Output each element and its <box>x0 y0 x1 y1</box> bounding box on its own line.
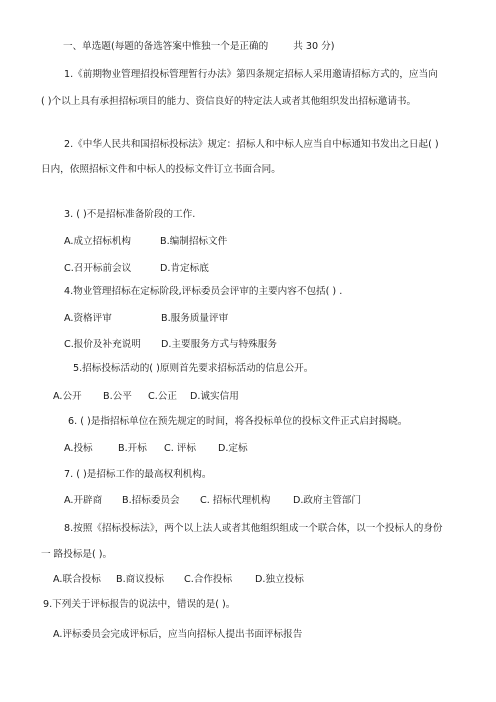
q8-options <box>53 574 304 586</box>
q4-option-b: B.服务质量评审 <box>161 313 229 324</box>
q8-option-a: A.联合投标 <box>53 574 101 585</box>
q4-options-row2 <box>64 339 277 351</box>
q9-option-a: A.评标委员会完成评标后，应当向招标人提出书面评标报告 <box>53 629 303 640</box>
section-score: 共 30 分) <box>293 41 335 52</box>
q5-stem: 5.招标投标活动的( )原则首先要求招标活动的信息公开。 <box>73 363 314 374</box>
q7-option-c: C. 招标代理机构 <box>200 495 271 506</box>
q4-option-c: C.报价及补充说明 <box>64 339 141 350</box>
q8-option-c: C.合作投标 <box>184 574 233 585</box>
q3-option-b: B.编制招标文件 <box>160 236 228 247</box>
q3-options-row2 <box>64 263 209 275</box>
q3-options-row1 <box>64 236 227 248</box>
q6-option-b: B.开标 <box>118 443 147 454</box>
q2-line2: 日内，依照招标文件和中标人的投标文件订立书面合同。 <box>41 164 281 175</box>
q5-option-d: D.诚实信用 <box>190 391 239 402</box>
q7-option-d: D.政府主管部门 <box>293 495 361 506</box>
q5-options <box>53 391 239 403</box>
q3-stem: 3. ( )不是招标准备阶段的工作. <box>64 209 196 220</box>
q4-option-a: A.资格评审 <box>64 313 112 324</box>
q8-line1: 8.按照《招标投标法》，两个以上法人或者其他组织组成一个联合体，以一个投标人的身份 <box>64 523 443 534</box>
section-title: 一、单选题(每题的备选答案中惟独一个是正确的 <box>63 41 269 52</box>
q8-line2: 一 路投标是( )。 <box>41 549 113 560</box>
q1-line2: ( )个以上具有承担招标项目的能力、资信良好的特定法人或者其他组织发出招标邀请书。 <box>41 96 417 107</box>
q6-option-d: D.定标 <box>218 443 248 454</box>
q2-line1: 2.《中华人民共和国招标投标法》规定：招标人和中标人应当自中标通知书发出之日起( ) <box>64 139 439 150</box>
q6-option-c: C. 评标 <box>164 443 196 454</box>
q4-option-d: D.主要服务方式与特殊服务 <box>161 339 277 350</box>
q7-options <box>64 495 361 507</box>
section-heading <box>63 41 335 53</box>
q6-option-a: A.投标 <box>64 443 93 454</box>
q4-options-row1 <box>64 313 228 325</box>
q5-option-b: B.公平 <box>103 391 132 402</box>
q4-stem: 4.物业管理招标在定标阶段,评标委员会评审的主要内容不包括( ) . <box>64 286 343 297</box>
q7-option-b: B.招标委员会 <box>122 495 180 506</box>
q3-option-d: D.肯定标底 <box>160 263 209 274</box>
q6-options <box>64 443 248 455</box>
q5-option-a: A.公开 <box>53 391 82 402</box>
q6-stem: 6. ( )是指招标单位在预先规定的时间，将各投标单位的投标文件正式启封揭晓。 <box>68 416 408 427</box>
q1-line1: 1.《前期物业管理招投标管理暂行办法》第四条规定招标人采用邀请招标方式的，应当向 <box>64 69 438 80</box>
q9-stem: 9.下列关于评标报告的说法中，错误的是( )。 <box>43 599 236 610</box>
q8-option-d: D.独立投标 <box>255 574 304 585</box>
q5-option-c: C.公正 <box>148 391 177 402</box>
q7-stem: 7. ( )是招标工作的最高权利机构。 <box>64 469 212 480</box>
q7-option-a: A.开辟商 <box>64 495 103 506</box>
q3-option-a: A.成立招标机构 <box>64 236 132 247</box>
q8-option-b: B.商议投标 <box>116 574 165 585</box>
q3-option-c: C.召开标前会议 <box>64 263 132 274</box>
